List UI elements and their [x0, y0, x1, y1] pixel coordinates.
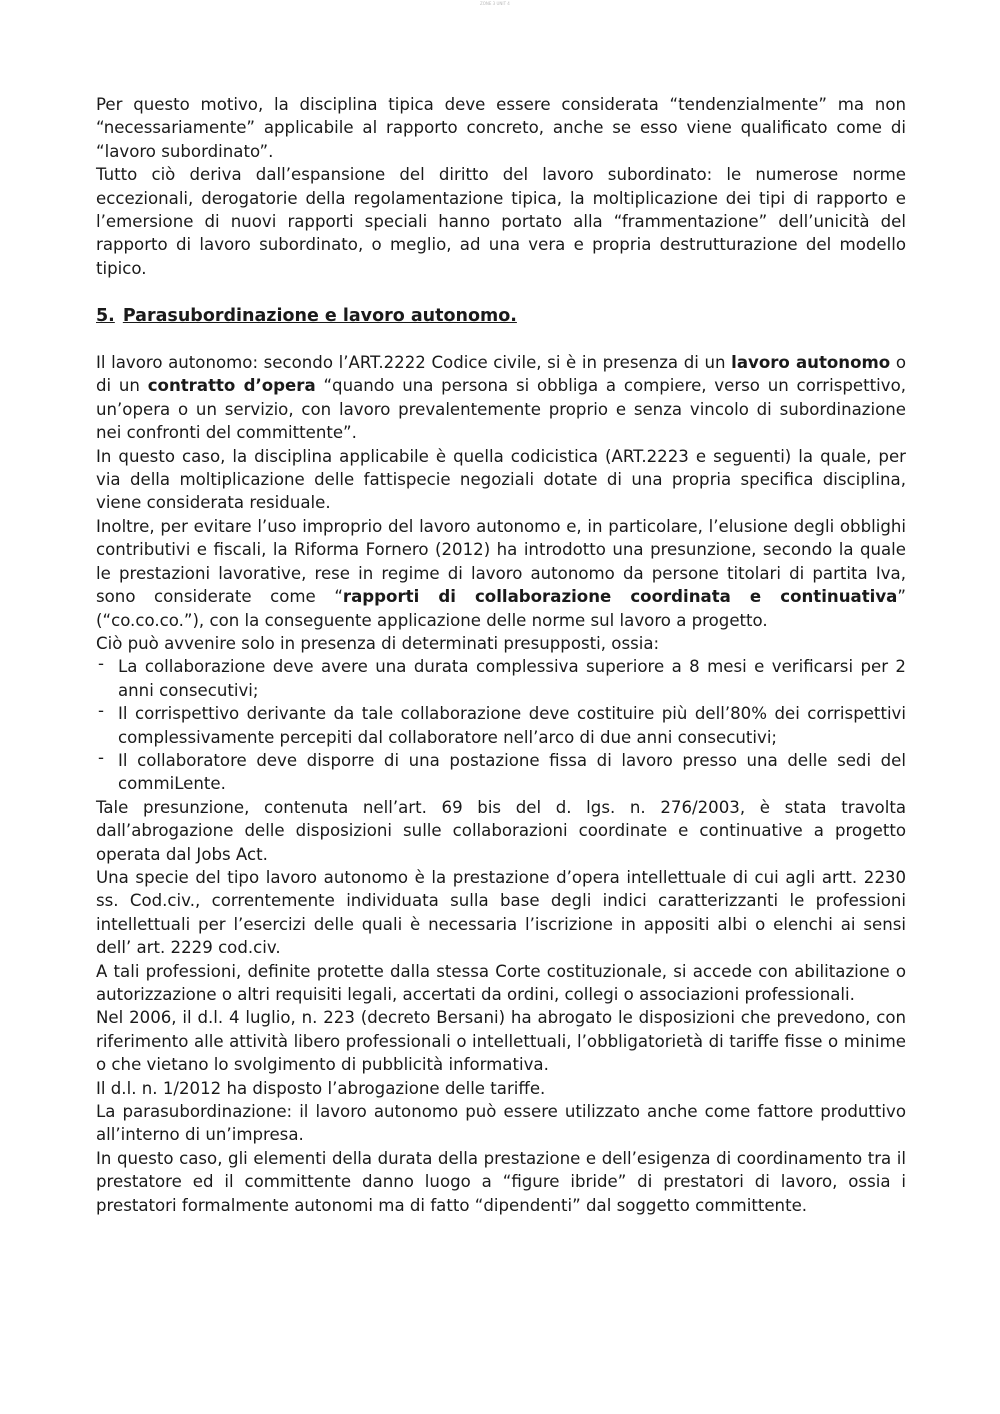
- list-item: - La collaborazione deve avere una durata complessiva superiore a 8 mesi e verificarsi per 2 anni consecutivi;: [96, 655, 906, 702]
- section-heading: [96, 304, 906, 328]
- paragraph-1: Per questo motivo, la disciplina tipica deve essere considerata “tendenzialmente” ma non “necessariamente” applicabile al rapporto concreto, anche se esso viene qualificato come di “lavoro subordinato”.: [96, 95, 906, 161]
- text-run: “quando una persona si obbliga a compiere, verso un corrispettivo, un’opera o un servizio, con lavoro prevalentemente proprio e senza vincolo di subordinazione nei confronti del committente”.: [96, 376, 906, 443]
- section-title: Parasubordinazione e lavoro autonomo.: [122, 305, 517, 326]
- bold-term-cococo: rapporti di collaborazione coordinata e continuativa: [342, 587, 898, 607]
- list-item: - Il corrispettivo derivante da tale collaborazione deve costituire più dell’80% dei corrispettivi complessivamente percepiti dal collaboratore nell’arco di due anni consecutivi;: [96, 702, 906, 749]
- section-number: 5.: [96, 305, 115, 326]
- paragraph-12: La parasubordinazione: il lavoro autonomo può essere utilizzato anche come fattore produttivo all’interno di un’impresa.: [96, 1102, 906, 1145]
- paragraph-10: Nel 2006, il d.l. 4 luglio, n. 223 (decreto Bersani) ha abrogato le disposizioni che prevedono, con riferimento alle attività libero professionali o intellettuali, l’obbligatorietà di tariffe fisse o minime o che vietano lo svolgimento di pubblicità informativa.: [96, 1008, 906, 1075]
- bold-term-contratto-opera: contratto d’opera: [147, 376, 316, 396]
- paragraph-4: In questo caso, la disciplina applicabile è quella codicistica (ART.2223 e seguenti) la quale, per via della moltiplicazione delle fattispecie negoziali dotate di una propria specifica disciplina, viene considerata residuale.: [96, 446, 906, 513]
- list-item: - Il collaboratore deve disporre di una postazione fissa di lavoro presso una delle sedi del commiLente.: [96, 749, 906, 796]
- paragraph-5: [96, 515, 906, 632]
- paragraph-6: Ciò può avvenire solo in presenza di determinati presupposti, ossia:: [96, 633, 660, 653]
- paragraph-11: Il d.l. n. 1/2012 ha disposto l’abrogazione delle tariffe.: [96, 1078, 546, 1098]
- paragraph-2: Tutto ciò deriva dall’espansione del diritto del lavoro subordinato: le numerose norme eccezionali, derogatorie della regolamentazione tipica, la moltiplicazione dei tipi di rapporto e l’emersione di nuovi rapporti speciali hanno portato alla “frammentazione” dell’unicità del rapporto di lavoro subordinato, o meglio, ad una vera e propria destrutturazione del modello tipico.: [96, 165, 906, 278]
- requirements-list: [96, 655, 906, 795]
- spacer: [96, 280, 906, 303]
- text-run: Il lavoro autonomo: secondo l’ART.2222 Codice civile, si è in presenza di un: [96, 353, 732, 373]
- paragraph-9: A tali professioni, definite protette dalla stessa Corte costituzionale, si accede con abilitazione o autorizzazione o altri requisiti legali, accertati da ordini, collegi o associazioni professionali.: [96, 961, 906, 1004]
- paragraph-3: [96, 351, 906, 445]
- bold-term-lavoro-autonomo: lavoro autonomo: [731, 353, 891, 373]
- text-run: ” (“co.co.co.”), con la conseguente applicazione delle norme sul lavoro a progetto.: [96, 587, 906, 630]
- document-page: [96, 93, 906, 1217]
- spacer: [96, 328, 906, 351]
- text-run: o di un: [96, 353, 906, 396]
- text-run: Inoltre, per evitare l’uso improprio del lavoro autonomo e, in particolare, l’elusione degli obblighi contributivi e fiscali, la Riforma Fornero (2012) ha introdotto una presunzione, secondo la quale le prestazioni lavorative, rese in regime di lavoro autonomo da persone titolari di partita Iva, sono considerate come “: [96, 516, 906, 607]
- paragraph-8: Una specie del tipo lavoro autonomo è la prestazione d’opera intellettuale di cui agli artt. 2230 ss. Cod.civ., correntemente individuata sulla base degli indici caratterizzanti le professioni intellettuali per l’esercizi delle quali è necessaria l’iscrizione in appositi albi o elenchi ai sensi dell’ art. 2229 cod.civ.: [96, 867, 906, 958]
- paragraph-7: Tale presunzione, contenuta nell’art. 69 bis del d. lgs. n. 276/2003, è stata travolta dall’abrogazione delle disposizioni sulle collaborazioni coordinate e continuative a progetto operata dal Jobs Act.: [96, 797, 906, 864]
- header-mark: ZONE 3 UNIT 4: [480, 1, 510, 6]
- paragraph-13: In questo caso, gli elementi della durata della prestazione e dell’esigenza di coordinamento tra il prestatore ed il committente danno luogo a “figure ibride” di prestatori di lavoro, ossia i prestatori formalmente autonomi ma di fatto “dipendenti” dal soggetto committente.: [96, 1148, 906, 1215]
